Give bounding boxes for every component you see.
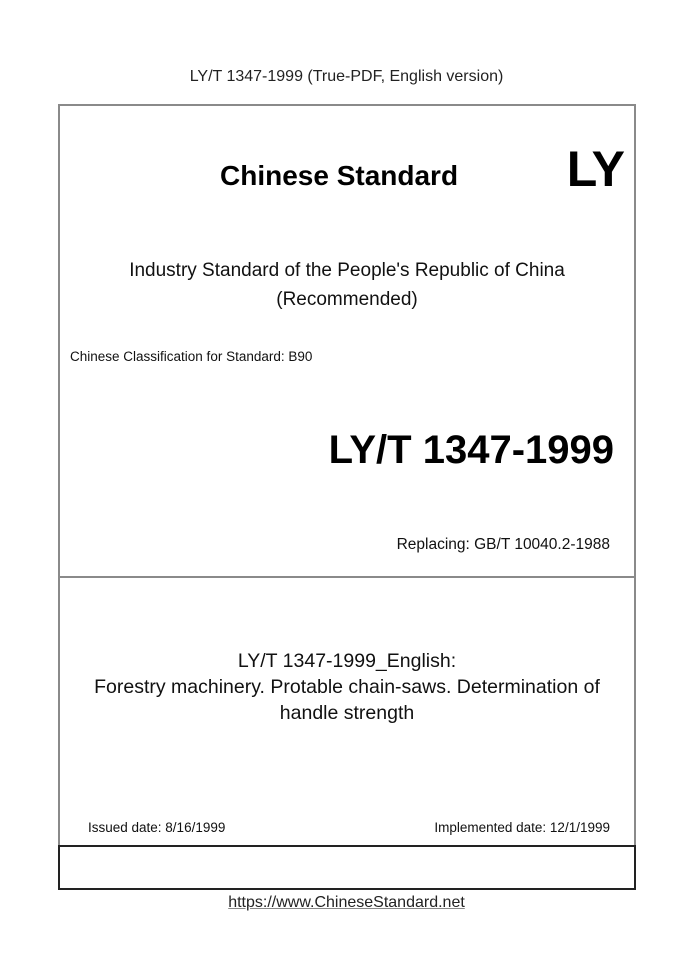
issuer-block <box>60 256 634 314</box>
cover-frame <box>58 104 636 846</box>
document-title <box>60 648 634 726</box>
issuer-line: Industry Standard of the People's Republic of China <box>129 260 565 281</box>
issued-date: Issued date: 8/16/1999 <box>88 820 226 835</box>
page-header: LY/T 1347-1999 (True-PDF, English version) <box>189 68 504 85</box>
cover-title: Chinese Standard <box>220 160 459 191</box>
issuer-recommended: (Recommended) <box>276 289 418 310</box>
standard-number: LY/T 1347-1999 <box>328 428 614 472</box>
footer-box <box>58 845 636 890</box>
document-title-line: LY/T 1347-1999_English: <box>237 650 457 672</box>
document-title-line: handle strength <box>279 702 415 724</box>
implemented-date: Implemented date: 12/1/1999 <box>434 820 610 835</box>
cover-bottom-section <box>60 578 634 846</box>
cover-top-section <box>60 106 634 578</box>
classification-label: Chinese Classification for Standard: B90 <box>70 349 313 364</box>
replacing-label: Replacing: GB/T 10040.2-1988 <box>396 536 610 553</box>
website-link[interactable]: https://www.ChineseStandard.net <box>228 894 465 911</box>
code-badge: LY <box>566 141 624 197</box>
document-title-line: Forestry machinery. Protable chain-saws. Determination of <box>94 676 600 698</box>
